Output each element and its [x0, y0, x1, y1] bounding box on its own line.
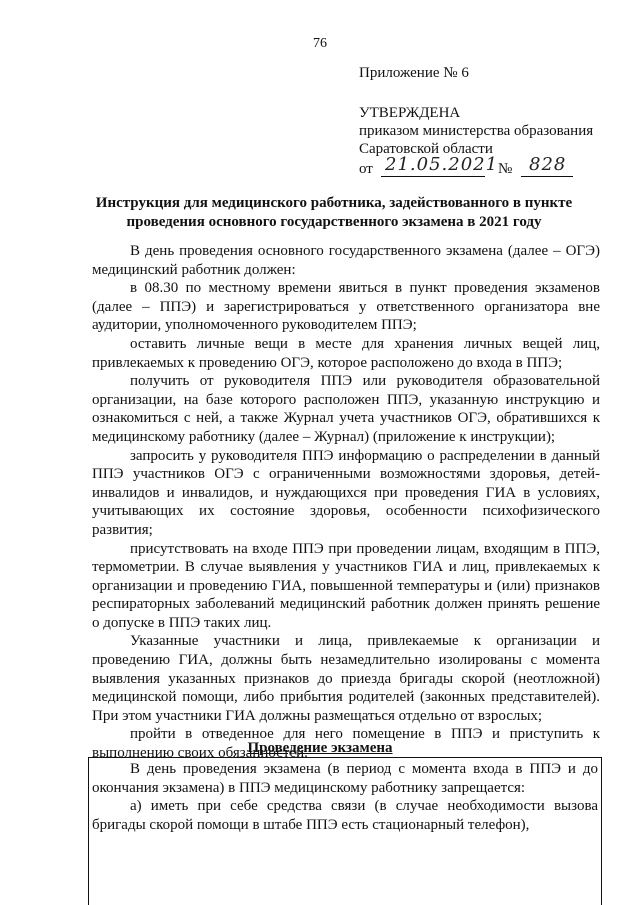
paragraph: оставить личные вещи в месте для хранения личных вещей лиц, привлекаемых к проведению ОГЭ, которое расположено до входа в ППЭ;	[92, 335, 600, 371]
appendix-label: Приложение № 6	[359, 65, 469, 81]
paragraph: присутствовать на входе ППЭ при проведении лицам, входящим в ППЭ, термометрии. В случае выявления у участников ГИА и лиц, привлекаемых к организации и проведению ГИА, повышенной температуры и (или) признаков респираторных заболеваний медицинский работник должен принять решение о допуске в ППЭ таких лиц.	[92, 540, 600, 631]
document-title	[84, 194, 584, 232]
order-number: 828	[529, 154, 567, 175]
approved-label: УТВЕРЖДЕНА	[359, 105, 461, 121]
order-date: 21.05.2021	[385, 154, 499, 175]
paragraph: пройти в отведенное для него помещение в ППЭ и приступить к выполнению своих обязанностей.	[92, 726, 600, 762]
title-line-1: Инструкция для медицинского работника, задействованного в пункте	[95, 195, 573, 211]
paragraph: запросить у руководителя ППЭ информацию о распределении в данный ППЭ участников ОГЭ с ограниченными возможностями здоровья, детей-инвалидов и инвалидов, и нуждающихся при проведения ГИА в условиях, учитывающих их состояние здоровья, особенности психофизического развития;	[92, 447, 600, 538]
order-number-label: №	[498, 161, 513, 177]
order-from-label: от	[359, 161, 373, 177]
title-line-2: проведения основного государственного экзамена в 2021 году	[126, 214, 542, 230]
paragraph: Указанные участники и лица, привлекаемые к организации и проведению ГИА, должны быть незамедлительно изолированы с момента выявления указанных признаков до приезда бригады скорой (неотложной) медицинской помощи, либо прибытия родителей (законных представителей). При этом участники ГИА должны размещаться отдельно от взрослых;	[92, 633, 600, 724]
approval-block	[359, 64, 619, 180]
section-heading	[0, 739, 640, 757]
order-date-underline	[381, 176, 485, 177]
section-paragraph: В день проведения экзамена (в период с момента входа в ППЭ и до окончания экзамена) в ППЭ медицинскому работнику запрещается:	[92, 761, 598, 796]
paragraph: получить от руководителя ППЭ или руководителя образовательной организации, на базе которого расположен ППЭ, указанную инструкцию и ознакомиться с ней, а также Журнал учета участников ОГЭ, обратившихся к медицинскому работнику (далее – Журнал) (приложение к инструкции);	[92, 373, 600, 445]
page-number: 76	[313, 36, 327, 51]
order-line	[359, 154, 619, 180]
issuer-line-2: Саратовской области	[359, 141, 493, 157]
section-heading-text: Проведение экзамена	[247, 740, 393, 756]
paragraph: в 08.30 по местному времени явиться в пункт проведения экзаменов (далее – ППЭ) и зарегистрироваться у ответственного организатора вне аудитории, уполномоченного руководителем ППЭ;	[92, 280, 600, 334]
issuer-line-1: приказом министерства образования	[359, 123, 594, 139]
order-number-underline	[521, 176, 573, 177]
exam-section-box	[88, 757, 602, 905]
instruction-body	[92, 242, 600, 763]
paragraph: В день проведения основного государственного экзамена (далее – ОГЭ) медицинский работник должен:	[92, 243, 600, 278]
section-paragraph: а) иметь при себе средства связи (в случае необходимости вызова бригады скорой помощи в штабе ППЭ есть стационарный телефон),	[92, 798, 598, 833]
